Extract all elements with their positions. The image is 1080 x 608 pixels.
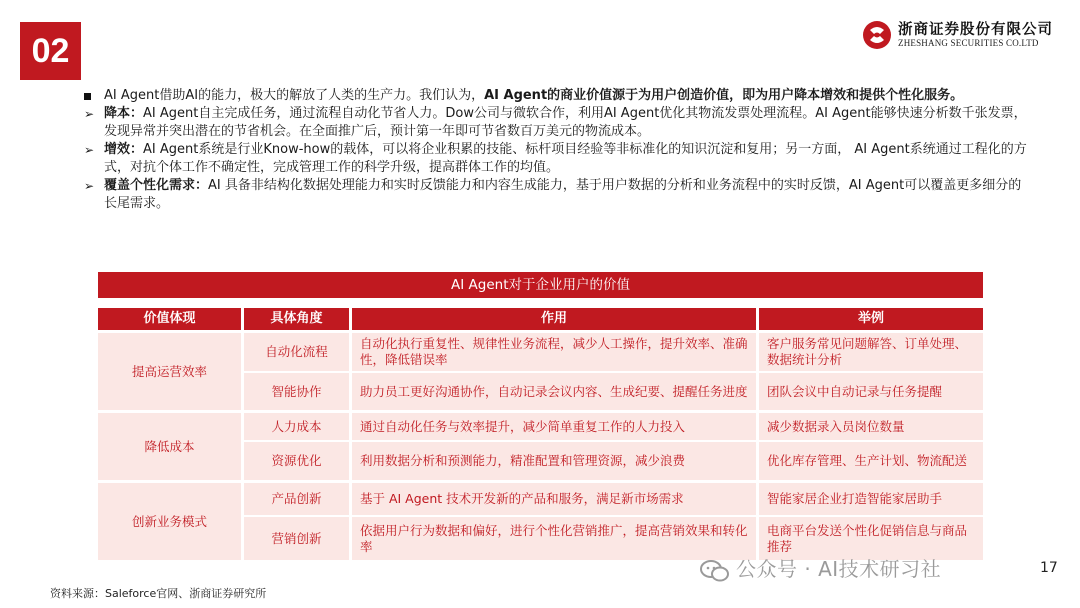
example-cell: 智能家居企业打造智能家居助手	[759, 483, 983, 515]
intro-paragraph	[84, 87, 1034, 105]
angle-cell: 资源优化	[244, 442, 349, 480]
angle-cell: 产品创新	[244, 483, 349, 515]
arrow-bullet-icon: ➢	[84, 143, 95, 157]
effect-cell: 基于 AI Agent 技术开发新的产品和服务，满足新市场需求	[352, 483, 756, 515]
point-label: 增效：	[104, 142, 144, 157]
value-cell: 降低成本	[98, 413, 241, 480]
effect-cell: 自动化执行重复性、规律性业务流程，减少人工操作，提升效率、准确性，降低错误率	[352, 333, 756, 371]
source-note: 资料来源：Saleforce官网、浙商证券研究所	[50, 587, 267, 600]
example-cell: 电商平台发送个性化促销信息与商品推荐	[759, 517, 983, 560]
body-text	[84, 87, 1034, 213]
effect-cell: 利用数据分析和预测能力，精准配置和管理资源，减少浪费	[352, 442, 756, 480]
point-cost-reduction	[84, 105, 1034, 141]
angle-cell: 营销创新	[244, 517, 349, 560]
angle-cell: 人力成本	[244, 413, 349, 440]
wechat-icon	[700, 559, 730, 583]
example-cell: 客户服务常见问题解答、订单处理、数据统计分析	[759, 333, 983, 371]
effect-cell: 通过自动化任务与效率提升，减少简单重复工作的人力投入	[352, 413, 756, 440]
intro-lead: AI Agent借助AI的能力，极大的解放了人类的生产力。我们认为，	[104, 88, 485, 103]
header-value: 价值体现	[98, 308, 241, 330]
slide-number: 17	[1040, 560, 1058, 576]
effect-cell: 依据用户行为数据和偏好，进行个性化营销推广，提高营销效果和转化率	[352, 517, 756, 560]
watermark	[700, 553, 941, 583]
point-personalization	[84, 177, 1034, 213]
header-example: 举例	[759, 308, 983, 330]
company-name-en: ZHESHANG SECURITIES CO.LTD	[898, 38, 1039, 48]
header-effect: 作用	[352, 308, 756, 330]
point-label: 降本：	[104, 106, 144, 121]
company-logo	[862, 16, 1062, 54]
example-cell: 团队会议中自动记录与任务提醒	[759, 373, 983, 410]
value-cell: 提高运营效率	[98, 333, 241, 410]
point-text: AI Agent系统是行业Know-how的载体，可以将企业积累的技能、标杆项目经验等非标准化的知识沉淀和复用；另一方面， AI Agent系统通过工程化的方式，对抗个体工作不确定性，完成管理工作的科学升级，提高群体工作的均值。	[104, 142, 1027, 175]
example-cell: 减少数据录入员岗位数量	[759, 413, 983, 440]
arrow-bullet-icon: ➢	[84, 107, 95, 121]
square-bullet-icon	[84, 87, 100, 105]
company-name-cn: 浙商证券股份有限公司	[898, 22, 1053, 38]
point-text: AI 具备非结构化数据处理能力和实时反馈能力和内容生成能力，基于用户数据的分析和业务流程中的实时反馈，AI Agent可以覆盖更多细分的长尾需求。	[104, 178, 1022, 211]
table-title: AI Agent对于企业用户的价值	[98, 272, 983, 298]
point-text: AI Agent自主完成任务，通过流程自动化节省人力。Dow公司与微软合作，利用AI Agent优化其物流发票处理流程。AI Agent能够快速分析数千张发票，发现异常并突出潜在的节省机会。在全面推广后，预计第一年即可节省数百万美元的物流成本。	[104, 106, 1027, 139]
watermark-text: 公众号 · AI技术研习社	[736, 557, 942, 581]
zheshang-logo-icon	[862, 20, 892, 50]
point-label: 覆盖个性化需求：	[104, 178, 209, 193]
value-table	[98, 272, 983, 554]
angle-cell: 自动化流程	[244, 333, 349, 371]
effect-cell: 助力员工更好沟通协作，自动记录会议内容、生成纪要、提醒任务进度	[352, 373, 756, 410]
arrow-bullet-icon: ➢	[84, 179, 95, 193]
example-cell: 优化库存管理、生产计划、物流配送	[759, 442, 983, 480]
angle-cell: 智能协作	[244, 373, 349, 410]
point-efficiency	[84, 141, 1034, 177]
value-cell: 创新业务模式	[98, 483, 241, 560]
page-number-badge: 02	[20, 22, 81, 80]
header-angle: 具体角度	[244, 308, 349, 330]
intro-lead-bold: AI Agent的商业价值源于为用户创造价值，即为用户降本增效和提供个性化服务。	[484, 88, 964, 103]
